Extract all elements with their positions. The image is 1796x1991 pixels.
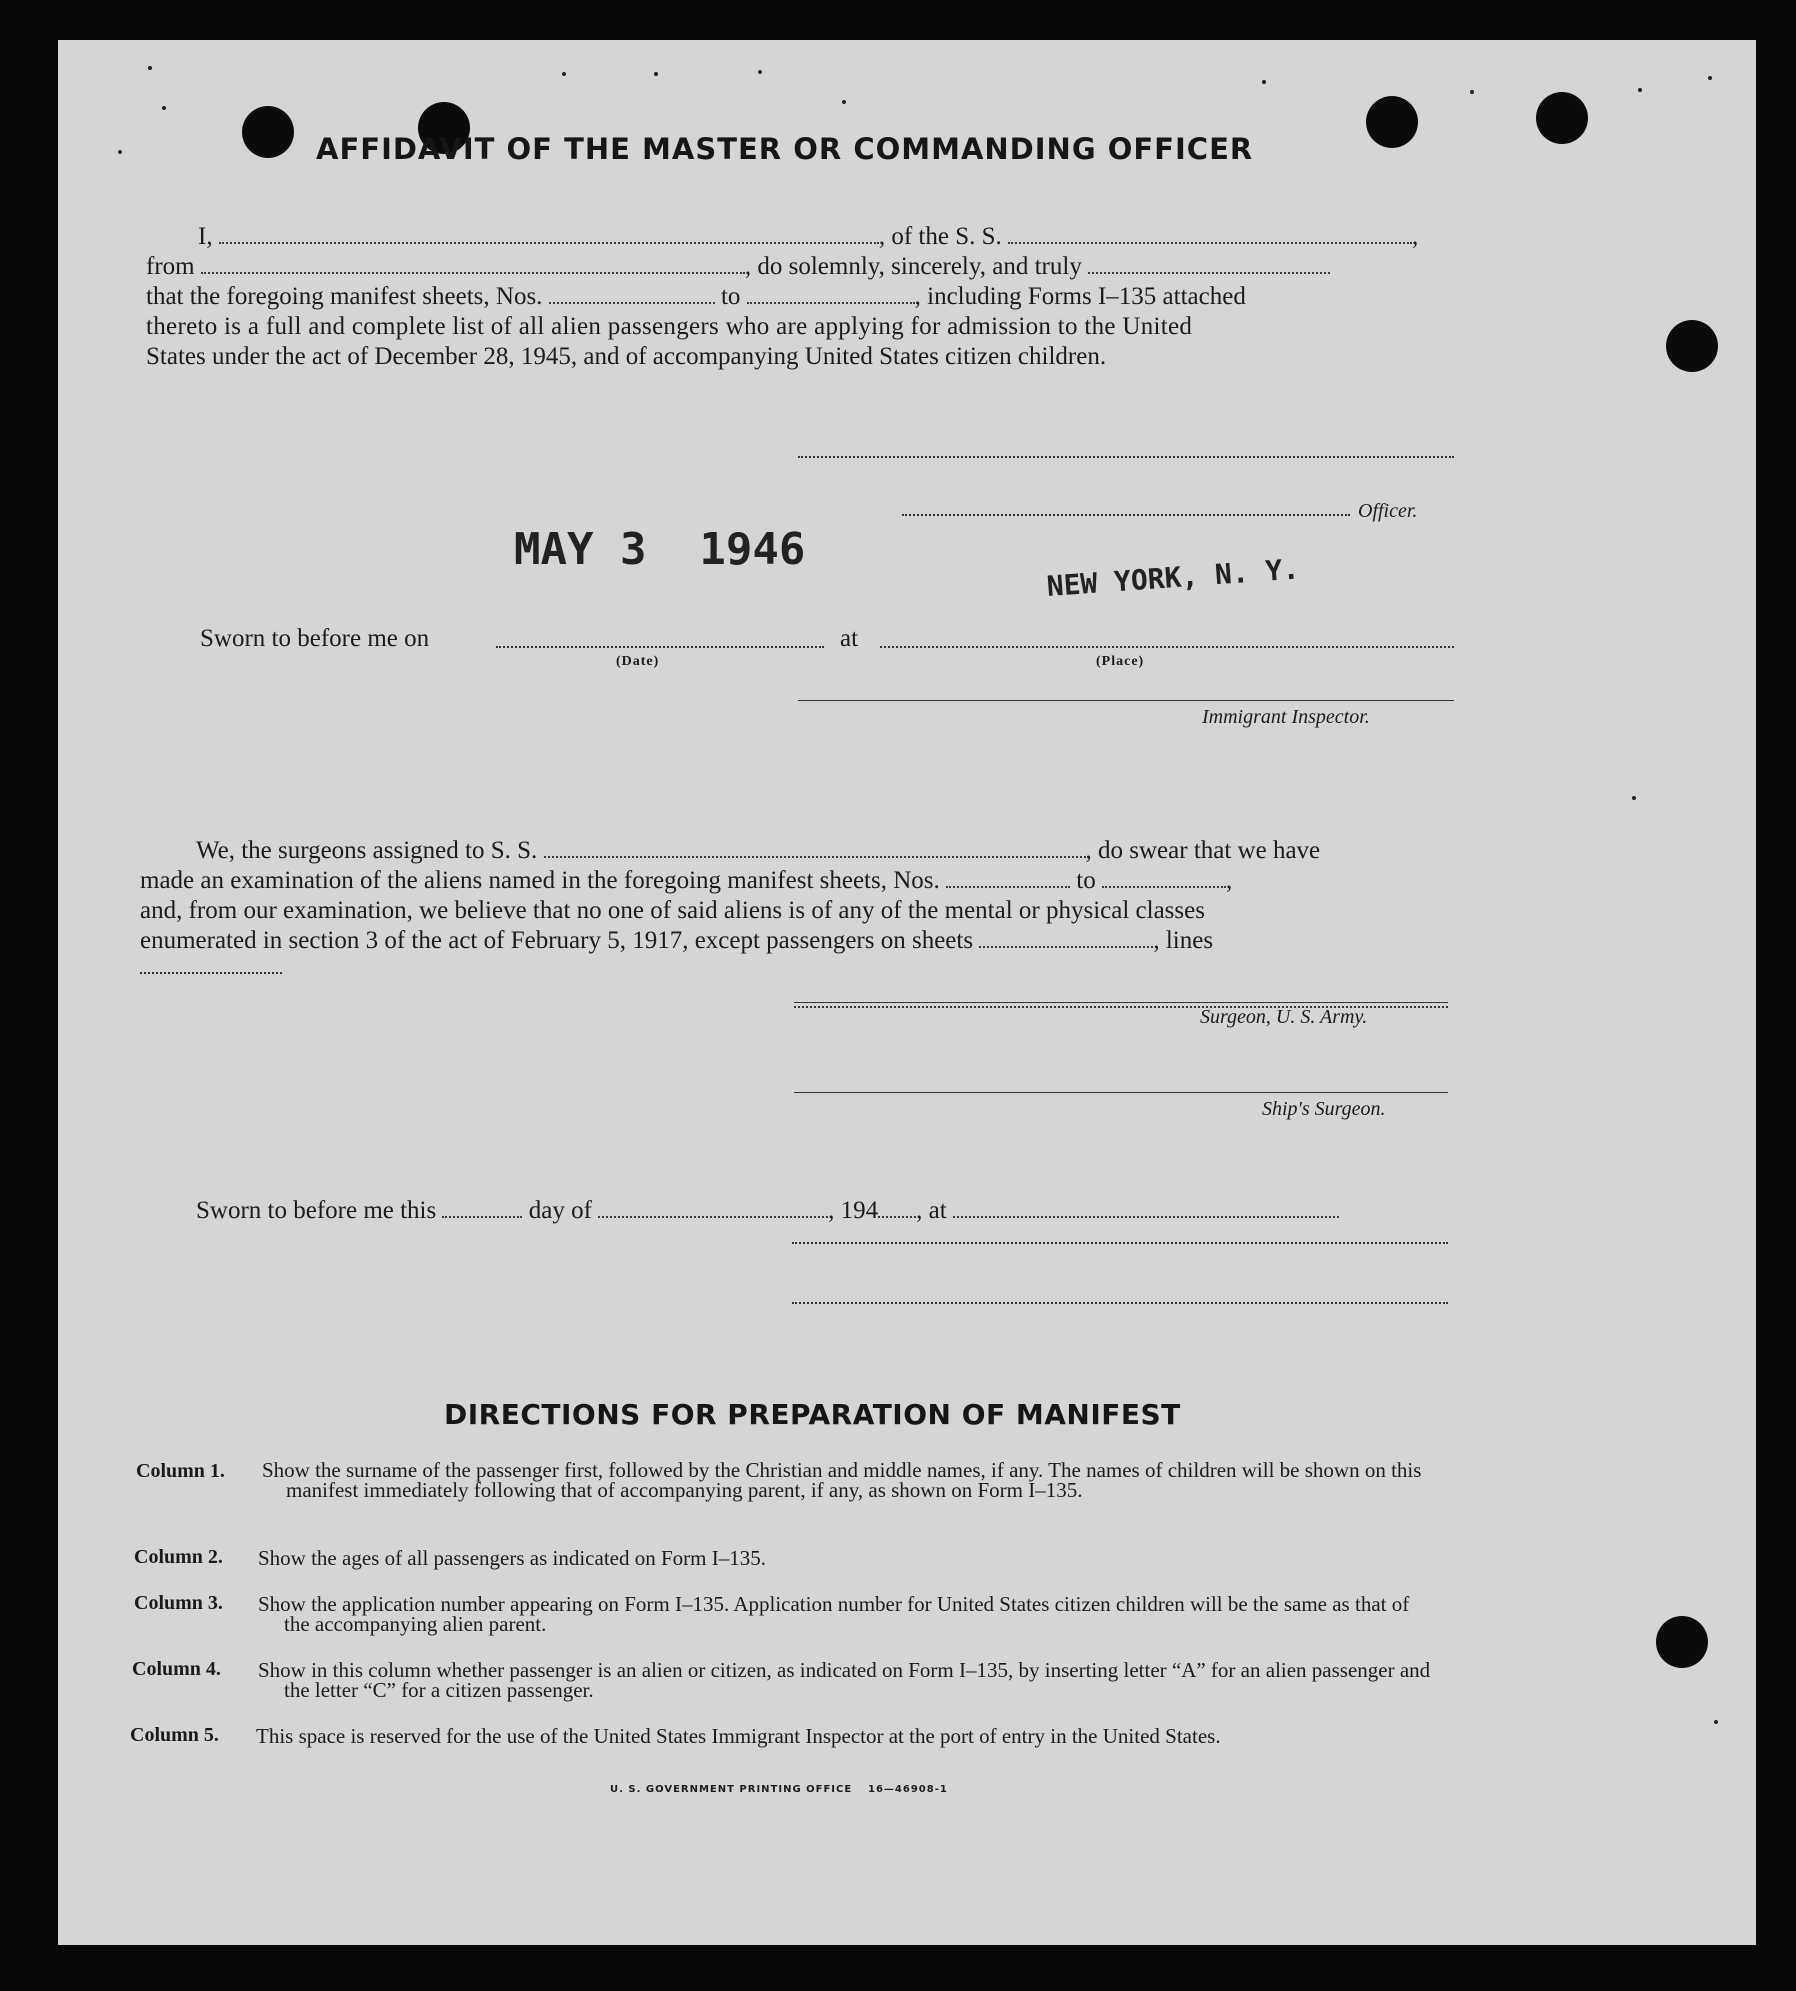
sheet-to-blank [747,282,915,304]
witness-line-1 [792,1242,1448,1244]
sworn-place-line [880,646,1454,648]
affidavit-line-1-ss: , of the S. S. [878,223,1002,250]
sworn-this-label: Sworn to before me this [196,1197,437,1224]
column-2-text: Show the ages of all passengers as indicated on Form I–135. [258,1546,766,1570]
inspector-caption: Immigrant Inspector. [1202,706,1370,728]
oath-blank [1088,252,1330,274]
date-caption: (Date) [616,654,660,669]
affidavit-line-3-start: that the foregoing manifest sheets, Nos. [146,283,543,310]
punch-hole [1656,1616,1708,1668]
year-blank [878,1196,916,1218]
affidavit-line-3-to: to [720,283,741,310]
column-2-label: Column 2. [134,1546,223,1568]
affidavit-line-1-i: I, [198,223,213,250]
speck [1470,90,1474,94]
witness-line-2 [792,1302,1448,1304]
army-surgeon-caption: Surgeon, U. S. Army. [1200,1006,1368,1028]
punch-hole [1536,92,1588,144]
speck [842,100,846,104]
ship-surgeon-caption: Ship's Surgeon. [1262,1098,1386,1120]
affidavit-line-5: States under the act of December 28, 1945, and of accompanying United States citizen children. [146,343,1107,370]
place-caption: (Place) [1096,654,1145,669]
column-1-text: Show the surname of the passenger first, followed by the Christian and middle names, if any. The names of children will be shown on this manifest immediately following that of accompanying parent, if any, as shown on Form I–135. [262,1458,1422,1502]
punch-hole [1366,96,1418,148]
speck [1714,1720,1718,1724]
surgeons-line-1-end: , do swear that we have [1085,837,1321,864]
footer-printer: U. S. GOVERNMENT PRINTING OFFICE [610,1784,853,1795]
date-stamp: MAY 3 1946 [514,524,806,575]
affidavit-line-1-end: , [1412,223,1419,250]
place-stamp: NEW YORK, N. Y. [1045,552,1301,603]
surgeons-line-1 [196,836,1320,866]
surgeons-line-1-start: We, the surgeons assigned to S. S. [196,837,538,864]
affidavit-line-3 [146,282,1246,312]
footer-form-number: 16—46908-1 [868,1784,948,1795]
month-blank [598,1196,828,1218]
column-3-label: Column 3. [134,1592,223,1614]
sworn-label: Sworn to before me on [200,625,430,652]
column-3-text: Show the application number appearing on Form I–135. Application number for United States citizen children will be the same as that of the accompanying alien parent. [258,1592,1410,1636]
speck [1262,80,1266,84]
speck [1708,76,1712,80]
inspector-signature-line [798,700,1454,701]
sworn-this-line [196,1196,1339,1226]
officer-name-line [902,514,1350,516]
day-of-label: day of [528,1197,592,1224]
sworn-at: at [840,625,859,652]
directions-title: DIRECTIONS FOR PREPARATION OF MANIFEST [444,1398,1181,1431]
surgeons-line-2-to: to [1076,867,1096,894]
sworn-place-blank [953,1196,1339,1218]
speck [118,150,122,154]
surgeons-line-2 [140,866,1232,896]
affidavit-line-2-from: from [146,253,195,280]
master-name-blank [219,222,879,244]
ship-surgeon-signature-line [794,1092,1448,1093]
column-5-label: Column 5. [130,1724,219,1746]
column-5-text: This space is reserved for the use of the United States Immigrant Inspector at the port of entry in the United States. [256,1724,1221,1748]
sheet-from-blank [549,282,715,304]
surgeons-sheet-from-blank [946,866,1070,888]
army-surgeon-signature-line [794,1002,1448,1003]
affidavit-line-4: thereto is a full and complete list of all alien passengers who are applying for admission to the United [146,313,1193,340]
affidavit-line-2 [146,252,1330,282]
surgeons-line-3: and, from our examination, we believe that no one of said aliens is of any of the mental or physical classes [140,897,1205,924]
punch-hole [1666,320,1718,372]
sworn-at-label: , at [916,1197,947,1224]
speck [162,106,166,110]
surgeons-line-4-end: , lines [1153,927,1214,954]
surgeons-sheet-to-blank [1102,866,1226,888]
document-page [58,40,1756,1945]
column-1-label: Column 1. [136,1460,225,1482]
affidavit-line-1 [198,222,1418,252]
surgeons-line-4-start: enumerated in section 3 of the act of February 5, 1917, except passengers on sheets [140,927,974,954]
surgeons-line-2-start: made an examination of the aliens named in the foregoing manifest sheets, Nos. [140,867,940,894]
speck [148,66,152,70]
from-port-blank [201,252,745,274]
punch-hole [242,106,294,158]
column-4-label: Column 4. [132,1658,221,1680]
ship-name-blank [1008,222,1412,244]
surgeons-sheets-blank [979,926,1153,948]
affidavit-line-2-solemn: , do solemnly, sincerely, and truly [744,253,1082,280]
officer-caption: Officer. [1358,500,1418,522]
speck [1638,88,1642,92]
speck [562,72,566,76]
surgeons-line-4 [140,926,1213,956]
year-label: , 194 [828,1197,879,1224]
sworn-date-line [496,646,824,648]
day-blank [442,1196,522,1218]
speck [654,72,658,76]
column-4-text: Show in this column whether passenger is an alien or citizen, as indicated on Form I–135, by inserting letter “A” for an alien passenger and the letter “C” for a citizen passenger. [258,1658,1431,1702]
speck [758,70,762,74]
speck [1632,796,1636,800]
surgeons-ship-blank [544,836,1086,858]
surgeons-line-2-end: , [1225,867,1233,894]
officer-signature-line [798,456,1454,458]
affidavit-line-3-end: , including Forms I–135 attached [914,283,1246,310]
surgeons-lines-blank [140,972,282,974]
affidavit-title: AFFIDAVIT OF THE MASTER OR COMMANDING OFFICER [316,132,1254,166]
